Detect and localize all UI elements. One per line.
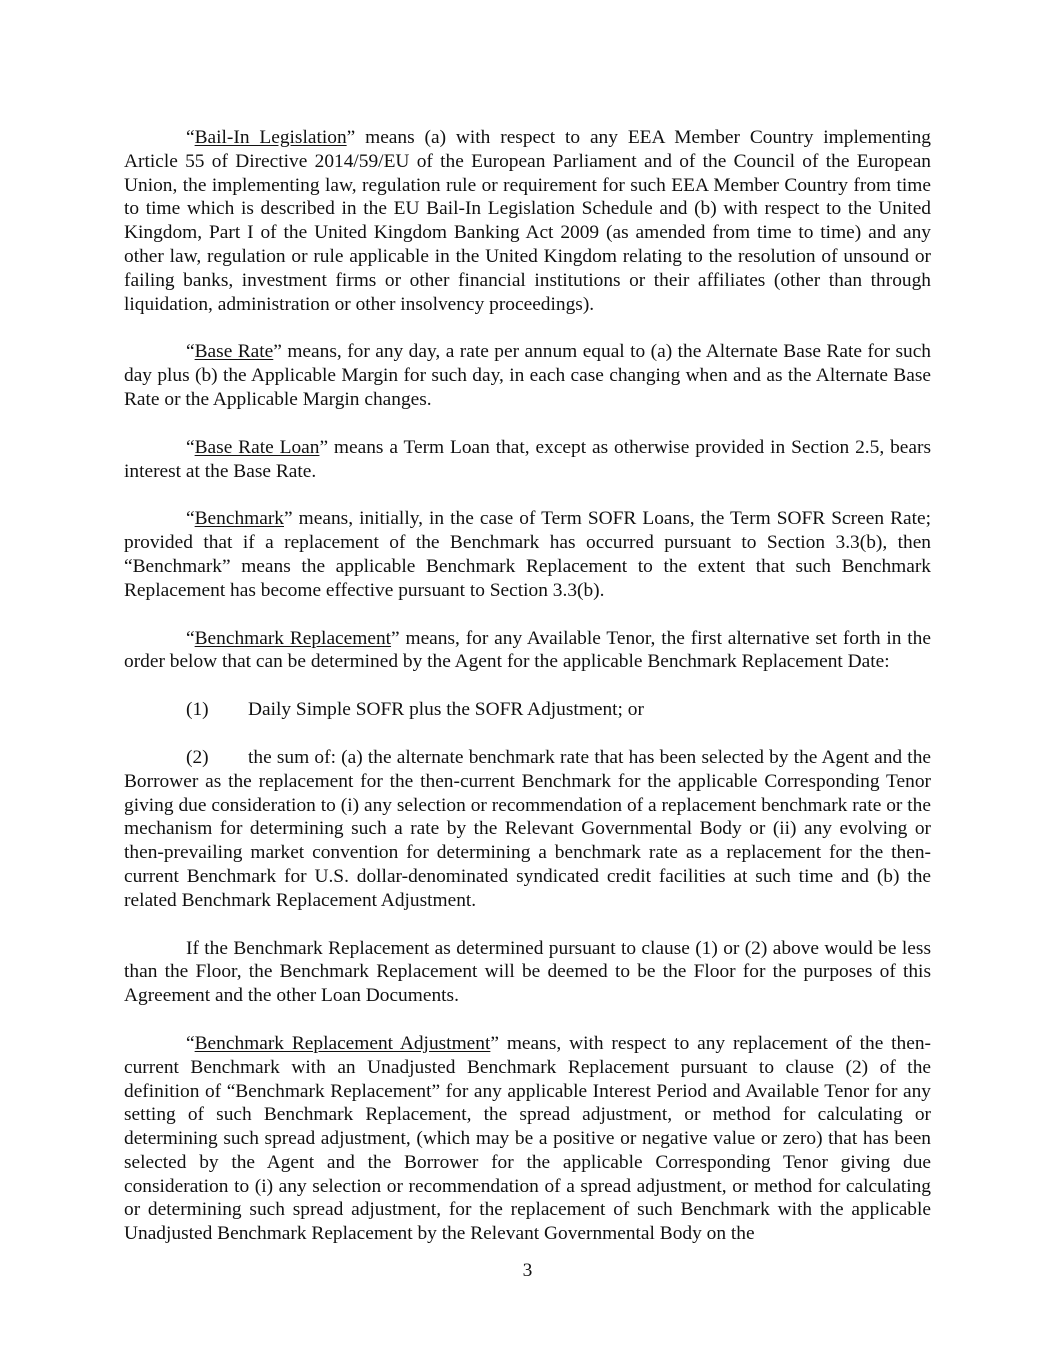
definition-text: ” means (a) with respect to any EEA Member Country implementing Article 55 of Directive 2014/59/EU of the European Parliament and of the Council of the European Union, the implementing law, regulation rule or requirement for such EEA Member Country from time to time which is described in the EU Bail-In Legislation Schedule and (b) with respect to the United Kingdom, Part I of the United Kingdom Banking Act 2009 (as amended from time to time) and any other law, regulation or rule applicable in the United Kingdom relating to the resolution of unsound or failing banks, investment firms or other financial institutions or their affiliates (other than through liquidation, administration or other insolvency proceedings). — [124, 127, 931, 315]
open-quote: “ — [186, 341, 195, 363]
definition-benchmark — [124, 507, 931, 602]
definition-text: ” means, with respect to any replacement of the then-current Benchmark with an Unadjusted Benchmark Replacement pursuant to clause (2) of the definition of “Benchmark Replacement” for any applicable Interest Period and Available Tenor for any setting of such Benchmark Replacement, the spread adjustment, or method for calculating or determining such spread adjustment, (which may be a positive or negative value or zero) that has been selected by the Agent and the Borrower for the applicable Corresponding Tenor giving due consideration to (i) any selection or recommendation of a spread adjustment, or method for calculating or determining such spread adjustment, for the replacement of such Benchmark with the applicable Unadjusted Benchmark Replacement by the Relevant Governmental Body on the — [124, 1032, 931, 1245]
clause-number: (2) — [186, 746, 209, 768]
page-number: 3 — [522, 1260, 533, 1281]
definition-benchmark-replacement — [124, 627, 931, 675]
definition-text: ” means a Term Loan that, except as otherwise provided in Section 2.5, bears interest at the Base Rate. — [124, 436, 931, 482]
definition-base-rate — [124, 340, 931, 411]
clause-text: Daily Simple SOFR plus the SOFR Adjustment; or — [248, 699, 644, 721]
definition-text: ” means, for any Available Tenor, the first alternative set forth in the order below that can be determined by the Agent for the applicable Benchmark Replacement Date: — [124, 627, 931, 673]
defined-term: Base Rate — [194, 341, 274, 363]
document-page — [124, 126, 931, 1270]
floor-paragraph: If the Benchmark Replacement as determined pursuant to clause (1) or (2) above would be less than the Floor, the Benchmark Replacement will be deemed to be the Floor for the purposes of this Agreement and the other Loan Documents. — [124, 937, 931, 1007]
defined-term: Benchmark Replacement — [194, 627, 392, 649]
definition-bail-in-legislation — [124, 126, 931, 316]
clause-item-2 — [124, 746, 931, 913]
open-quote: “ — [186, 1032, 195, 1054]
open-quote: “ — [186, 627, 195, 649]
defined-term: Benchmark — [194, 508, 284, 530]
defined-term: Base Rate Loan — [194, 436, 320, 458]
open-quote: “ — [186, 508, 195, 530]
open-quote: “ — [186, 436, 195, 458]
clause-number: (1) — [186, 699, 209, 721]
definition-text: ” means, initially, in the case of Term SOFR Loans, the Term SOFR Screen Rate; provided that if a replacement of the Benchmark has occurred pursuant to Section 3.3(b), then “Benchmark” means the applicable Benchmark Replacement to the extent that such Benchmark Replacement has become effective pursuant to Section 3.3(b). — [124, 508, 931, 601]
clause-text: the sum of: (a) the alternate benchmark rate that has been selected by the Agent and the Borrower as the replacement for the then-current Benchmark for the applicable Corresponding Tenor giving due consideration to (i) any selection or recommendation of a replacement benchmark rate or the mechanism for determining such a rate by the Relevant Governmental Body or (ii) any evolving or then-prevailing market convention for determining a benchmark rate as a replacement for the then-current Benchmark for U.S. dollar-denominated syndicated credit facilities at such time and (b) the related Benchmark Replacement Adjustment. — [124, 746, 931, 911]
definition-base-rate-loan — [124, 436, 931, 484]
definition-benchmark-replacement-adjustment — [124, 1032, 931, 1246]
clause-item-1 — [124, 698, 931, 722]
definition-text: ” means, for any day, a rate per annum equal to (a) the Alternate Base Rate for such day plus (b) the Applicable Margin for such day, in each case changing when and as the Alternate Base Rate or the Applicable Margin changes. — [124, 341, 932, 410]
open-quote: “ — [186, 127, 195, 148]
defined-term: Bail-In Legislation — [194, 127, 347, 148]
defined-term: Benchmark Replacement Adjustment — [194, 1032, 491, 1054]
